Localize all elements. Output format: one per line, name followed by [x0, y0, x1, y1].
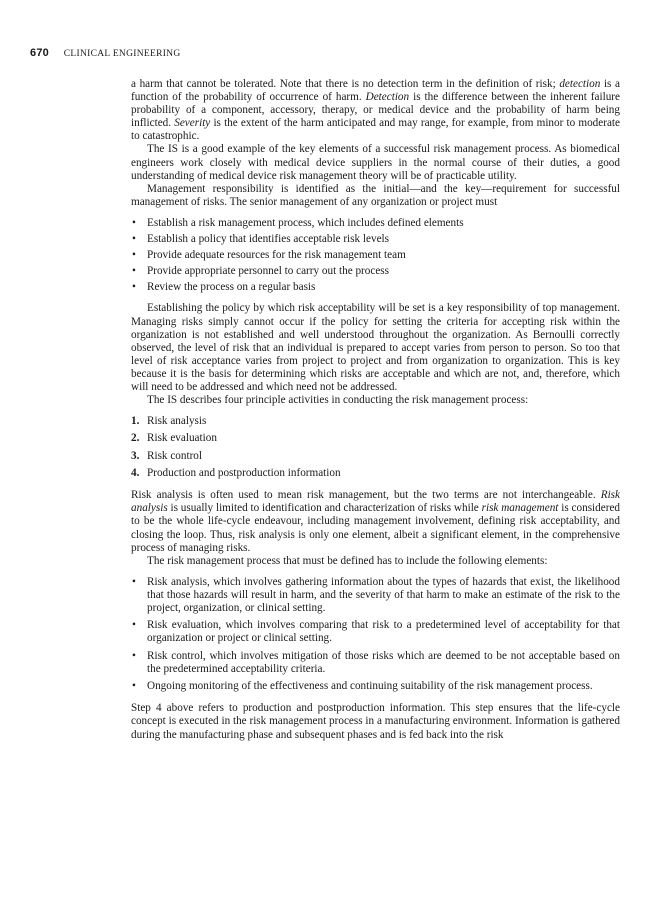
italic-term-severity: Severity — [174, 117, 211, 130]
body-text — [131, 78, 620, 742]
list-item: • Ongoing monitoring of the effectiveness and continuing suitability of the risk management process. — [131, 680, 620, 693]
list-item: • Risk evaluation, which involves comparing that risk to a predetermined level of acceptability for that organization or project or clinical setting. — [131, 619, 620, 645]
list-item: • Provide appropriate personnel to carry out the process — [131, 265, 620, 278]
process-elements-list — [131, 576, 620, 693]
list-item: • Review the process on a regular basis — [131, 281, 620, 294]
page-number: 670 — [30, 47, 49, 59]
paragraph-risk-definition — [131, 78, 620, 143]
item-number: 3. — [131, 449, 140, 462]
paragraph-risk-policy: Establishing the policy by which risk acceptability will be set is a key responsibility of top management. Managing risks simply cannot occur if the policy for setting the criteria for accepting risk within the organization is not established and well understood throughout the organization. As Bernoulli correctly observed, the level of risk that an individual is prepared to accept varies from person to person. So too that level of risk acceptance varies from project to project and from organization to organization. This is key because it is the basis for determining which risks are acceptable and which are not, and, therefore, which will need to be addressed and which need not be addressed. — [131, 302, 620, 393]
text-run: is a function of the probability of occurrence of harm. — [131, 78, 620, 104]
item-text: Risk analysis — [147, 415, 207, 428]
text-run: a harm that cannot be tolerated. Note that there is no detection term in the definition of risk; — [131, 78, 560, 90]
list-item — [131, 432, 620, 445]
text-run: is considered to be the whole life-cycle endeavour, including management involvement, defining risk acceptability, and closing the loop. Thus, risk analysis is only one element, albeit a significant element, in the comprehensive process of managing risks. — [131, 502, 621, 554]
list-item: • Establish a risk management process, which includes defined elements — [131, 217, 620, 230]
paragraph-step-four: Step 4 above refers to production and postproduction information. This step ensures that the life-cycle concept is executed in the risk management process in a manufacturing environment. Information is gathered during the manufacturing phase and subsequent phases and is fed back into the risk — [131, 702, 620, 741]
italic-term-risk-management: risk management — [481, 502, 559, 515]
text-run: Risk analysis is often used to mean risk management, but the two terms are not interchangeable. — [131, 489, 601, 502]
item-number: 4. — [131, 467, 140, 479]
list-item: • Risk control, which involves mitigation of those risks which are deemed to be not acceptable based on the predetermined acceptability criteria. — [131, 650, 620, 676]
paragraph-management-responsibility: Management responsibility is identified as the initial—and the key—requirement for successful management of risks. The senior management of any organization or project must — [131, 182, 620, 208]
italic-term-detection: Detection — [365, 91, 410, 104]
italic-term-risk-analysis: Risk analysis — [131, 489, 620, 515]
list-item — [131, 415, 620, 428]
paragraph-risk-analysis-vs-management — [131, 489, 620, 554]
list-item — [131, 467, 620, 480]
item-number: 1. — [131, 415, 140, 428]
item-text: Production and postproduction information — [147, 467, 341, 479]
paragraph-required-elements: The risk management process that must be defined has to include the following elements: — [147, 554, 548, 567]
text-run: is the difference between the inherent failure probability of a component, accessory, therapy, or medical device and the probability of harm being inflicted. — [131, 91, 620, 130]
running-title: CLINICAL ENGINEERING — [63, 49, 181, 59]
item-number: 2. — [131, 432, 140, 445]
list-item: • Establish a policy that identifies acceptable risk levels — [131, 233, 620, 246]
paragraph-four-activities: The IS describes four principle activities in conducting the risk management process: — [147, 394, 529, 407]
italic-term-detection: detection — [559, 78, 601, 90]
list-item — [131, 450, 620, 463]
paragraph-is-example: The IS is a good example of the key elements of a successful risk management process. As biomedical engineers work closely with medical device suppliers in the normal course of their duties, a good understanding of medical device risk management theory will be of practicable utility. — [131, 143, 620, 182]
item-text: Risk evaluation — [147, 432, 217, 445]
text-run: is usually limited to identification and characterization of risks while — [167, 502, 482, 515]
list-item: • Provide adequate resources for the risk management team — [131, 249, 620, 262]
running-header — [30, 47, 181, 59]
activities-numbered-list — [131, 415, 620, 480]
list-item: • Risk analysis, which involves gathering information about the types of hazards that exist, the likelihood that those hazards will result in harm, and the severity of that harm to make an estimate of the risk to the project, organization, or clinical setting. — [131, 576, 620, 615]
text-run: is the extent of the harm anticipated and may range, for example, from minor to moderate to catastrophic. — [131, 117, 620, 143]
item-text: Risk control — [147, 449, 203, 462]
management-duties-list — [131, 217, 620, 294]
